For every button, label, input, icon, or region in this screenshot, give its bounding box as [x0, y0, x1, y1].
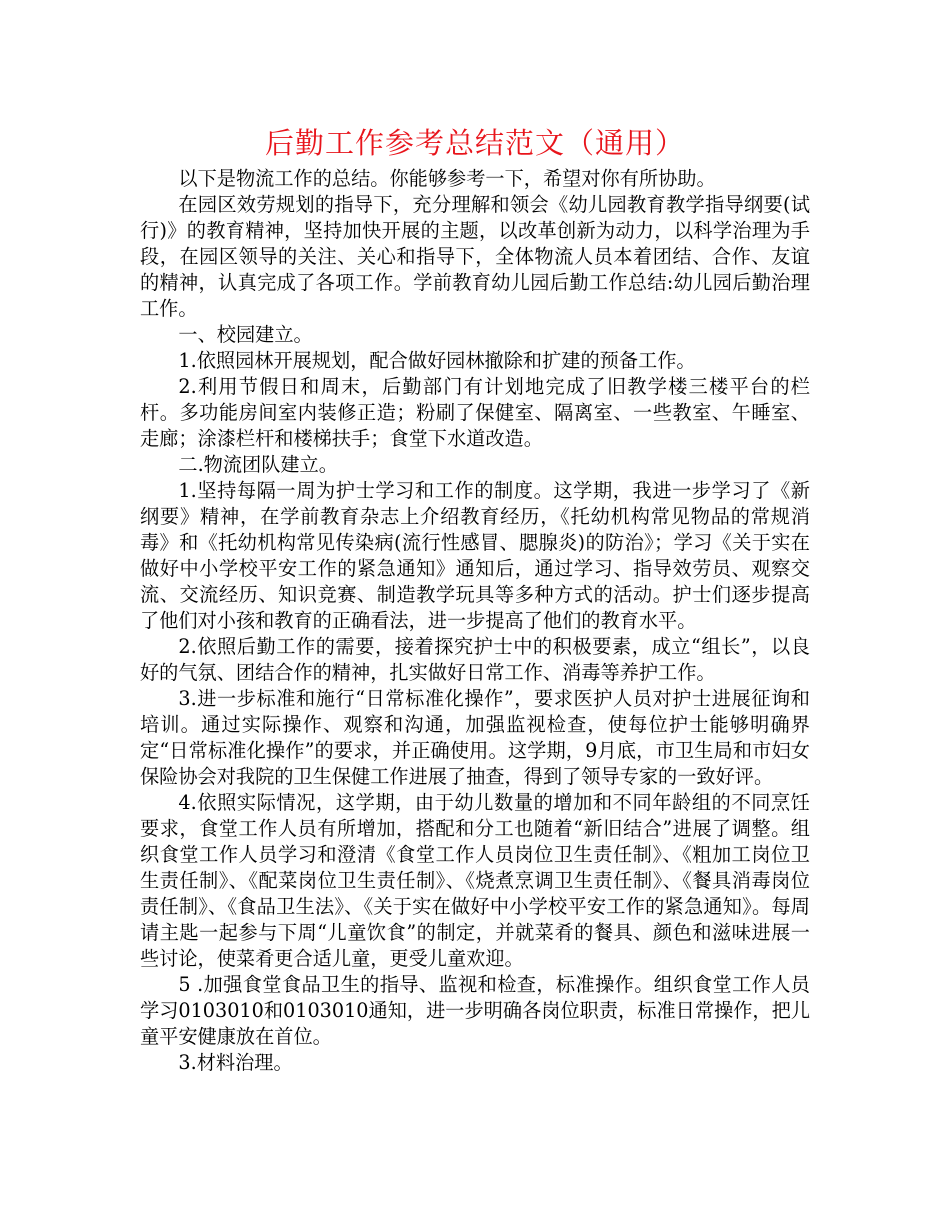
paragraph-campus-1: 1.依照园林开展规划，配合做好园林撤除和扩建的预备工作。 — [178, 349, 696, 372]
paragraph-team-2: 2.依照后勤工作的需要，接着探究护士中的积极要素，成立“组长”，以良好的气氛、团结合作的精神，扎实做好日常工作、消毒等养护工作。 — [140, 635, 810, 684]
paragraph-overview: 在园区效劳规划的指导下，充分理解和领会《幼儿园教育教学指导纲要(试行)》的教育精神，坚持加快开展的主题，以改革创新为动力，以科学治理为手段，在园区领导的关注、关心和指导下，全体物流人员本着团结、合作、友谊的精神，认真完成了各项工作。学前教育幼儿园后勤工作总结:幼儿园后勤治理工作。 — [140, 193, 810, 320]
paragraph-team-3: 3.进一步标准和施行“日常标准化操作”，要求医护人员对护士进展征询和培训。通过实际操作、观察和沟通，加强监视检查，使每位护士能够明确界定“日常标准化操作”的要求，并正确使用。这学期，9月底，市卫生局和市妇女保险协会对我院的卫生保健工作进展了抽查，得到了领导专家的一致好评。 — [140, 687, 810, 788]
section-heading-team: 二.物流团队建立。 — [178, 453, 338, 476]
paragraph-team-4: 4.依照实际情况，这学期，由于幼儿数量的增加和不同年龄组的不同烹饪要求，食堂工作人员有所增加，搭配和分工也随着“新旧结合”进展了调整。组织食堂工作人员学习和澄清《食堂工作人员岗位卫生责任制》、《粗加工岗位卫生责任制》、《配菜岗位卫生责任制》、《烧煮烹调卫生责任制》、《餐具消毒岗位责任制》、《食品卫生法》、《关于实在做好中小学校平安工作的紧急通知》。每周请主匙一起参与下周“儿童饮食”的制定，并就菜肴的餐具、颜色和滋味进展一些讨论，使菜肴更合适儿童，更受儿童欢迎。 — [140, 791, 810, 970]
paragraph-team-5: 5 .加强食堂食品卫生的指导、监视和检查，标准操作。组织食堂工作人员学习0103010和0103010通知，进一步明确各岗位职责，标准日常操作，把儿童平安健康放在首位。 — [140, 973, 810, 1048]
paragraph-campus-2: 2.利用节假日和周末，后勤部门有计划地完成了旧教学楼三楼平台的栏杆。多功能房间室内装修正造；粉刷了保健室、隔离室、一些教室、午睡室、走廊；涂漆栏杆和楼梯扶手；食堂下水道改造。 — [140, 375, 810, 450]
section-heading-materials: 3.材料治理。 — [178, 1051, 293, 1074]
document-title: 后勤工作参考总结范文（通用） — [264, 126, 685, 160]
paragraph-intro: 以下是物流工作的总结。你能够参考一下，希望对你有所协助。 — [178, 167, 716, 190]
document-page — [140, 120, 810, 1076]
section-heading-campus: 一、校园建立。 — [178, 323, 313, 346]
paragraph-team-1: 1.坚持每隔一周为护士学习和工作的制度。这学期，我进一步学习了《新纲要》精神，在学前教育杂志上介绍教育经历，《托幼机构常见物品的常规消毒》和《托幼机构常见传染病(流行性感冒、腮腺炎)的防治》；学习《关于实在做好中小学校平安工作的紧急通知》通知后，通过学习、指导效劳员、观察交流、交流经历、知识竞赛、制造教学玩具等多种方式的活动。护士们逐步提高了他们对小孩和教育的正确看法，进一步提高了他们的教育水平。 — [140, 479, 810, 632]
